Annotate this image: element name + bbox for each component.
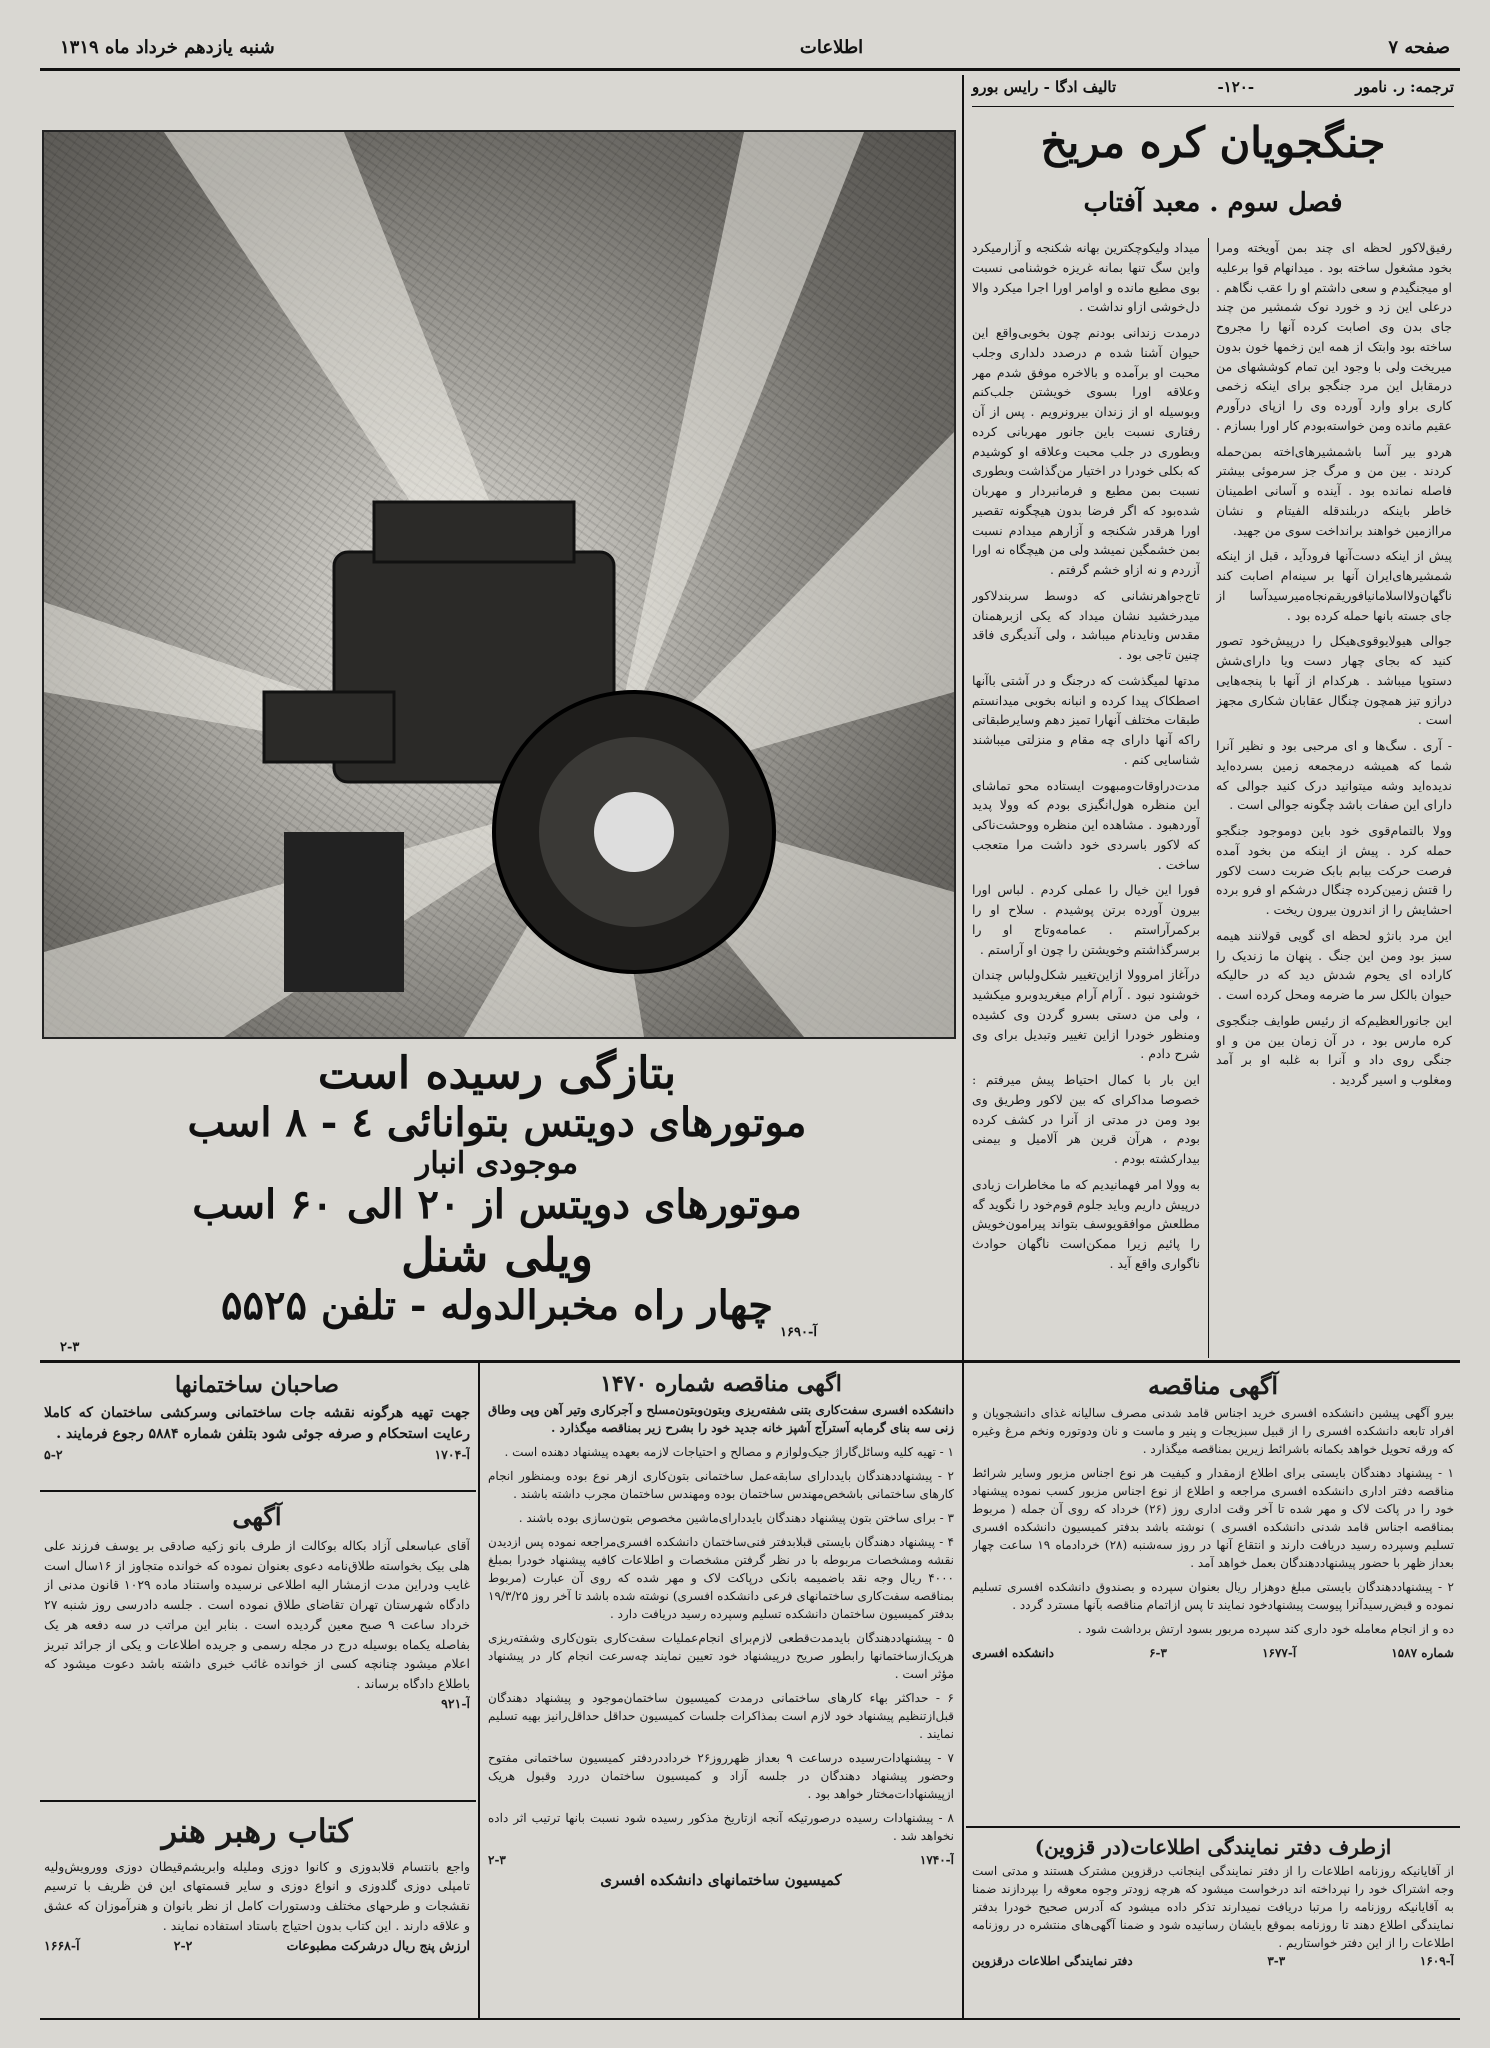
box-rule — [966, 1826, 1460, 1828]
ad-company: ویلی شنل — [401, 1228, 593, 1282]
serial-paragraph: جوالی هیولایوقوی‌هیکل را درپیش‌خود تصور کنید که بجای چهار دست ویا دارای‌شش دستوپا میباشد . هرکدام از آنها با پنجه‌هایی درازو تیز همچون چنگال عقابان شکاری مجهز است . — [1216, 633, 1452, 728]
serial-paragraph: رفیق‌لاکور لحظه ای چند بمن آویخته ومرا بخود مشغول ساخته بود . میدانهام قوا برعلیه او میجنگیدم و سعی داشتم او را عقب نگاهم . درعلی این زد و خورد نوک شمشیر من چند جای بدن وی اصابت کرده آنها را مجروح ساخته بود وابتک از همه این زخمها خون بدون میریخت ولی با وجود این تمام کوششهای من درمقابل این مرد جنگجو برای اینکه زخمی کاری براو وارد آورده وی را ازپای درآورم عقیم مانده ومن خواسته‌بودم کار اورا بسازم . — [1216, 240, 1452, 433]
serial-chapter: فصل سوم . معبد آفتاب — [1083, 188, 1343, 218]
notice-ad — [44, 1498, 470, 1798]
box-rule — [40, 1800, 476, 1802]
tender-item: ۲ - پیشنهاددهندگان بایددارای سابقه‌عمل ساختمانی بتون‌کاری ازهر نوع بوده وبمنظور انجام کارهای ساختمانی باشخص‌مهندس ساختمان بوده ومهندس ساختمان مجرب داشته باشند . — [488, 1469, 954, 1501]
builders-body: جهت تهیه هرگونه نقشه جات ساختمانی وسرکشی ساختمان که کاملا رعایت استحکام و صرفه جوئی شود بتلفن شماره ۵۸۸۴ رجوع فرمایند . — [44, 1404, 470, 1442]
tender-item: ۱ - تهیه کلیه وسائل‌گاراژ جیک‌ولوازم و مصالح و احتیاجات لازمه بعهده پیشنهاد دهنده است . — [504, 1445, 954, 1459]
tender-signature: دانشکده افسری — [972, 1646, 1054, 1660]
serial-inner-rule — [1208, 238, 1209, 1358]
serial-paragraph: فورا این خیال را عملی کردم . لباس اورا بیرون آورده برتن پوشیدم . سلاح او را برکمرآراستم . عمامه‌وتاج او را برسرگذاشتم وخویشتن را چون او آراستم . — [972, 882, 1200, 957]
book-price: ارزش پنج ریال درشرکت مطبوعات — [286, 1937, 470, 1953]
ad-code: ۲-۲ — [173, 1937, 193, 1953]
notice-body: آقای عباسعلی آزاد بکاله بوکالت از طرف بانو زکیه صادقی بر یوسف فرزند علی هلی بیک بخواسته طلاق‌نامه دعوی بعنوان نموده که خوانده متجاوز از ۱۶سال است غایب ودراین مدت ازمشار الیه اطلاعی نرسیده واستناد ماده ۱۰۲۹ قانون مدنی از دادگاه شهرستان تهران تقاضای طلاق نموده است . جلسه دادرسی روز شنبه ۲۷ خرداد ساعت ۹ صبح معین گردیده است . بنابر این مراتب در سه دفعه هر یک بفاصله یکماه بوسیله درج در مجله رسمی و جریده اطلاعات و یکی از جرائد تبریز اعلام میشود چنانچه کسی از خوانده غائب خبری داشته باشد دعوت میشود که باطلاع دادگاه برساند . — [44, 1537, 470, 1692]
tender-item: ۵ - پیشنهاددهندگان بایدمدت‌قطعی لازم‌برای انجام‌عملیات سفت‌کاری بتون‌کاری وشفته‌ریزی هریک‌ازساختمانها رابطور صریح درپیشنهاد خود تعیین نمایند چه‌سرعت انجام کار در پیشنهاد مؤثر است . — [488, 1631, 954, 1681]
serial-byline — [972, 78, 1454, 102]
ad-line: موتورهای دویتس از ۲۰ الی ۶۰ اسب — [192, 1181, 802, 1228]
builders-codes — [44, 1445, 470, 1465]
engine-illustration — [42, 130, 956, 1039]
qazvin-title: ازطرف دفتر نمایندگی اطلاعات(در قزوین) — [1034, 1835, 1392, 1859]
tender-item: ۶ - حداکثر بهاء کارهای ساختمانی درمدت کمیسیون ساختمان‌موجود و پیشنهاد دهندگان قبل‌ازتنظیم پیشنهاد خود لازم است بمذاکرات جلسات کمیسیون حداقل حداقل‌رانیز بهیه تسلیم نمایند . — [488, 1691, 954, 1741]
serial-paragraph: درمدت زندانی بودنم چون بخوبی‌واقع این حیوان آشنا شده م درصدد دلداری وجلب محبت او برآمده و بالاخره موفق شدم مهر وعلاقه اورا بسوی خویشتن جلب‌کنم وبوسیله او از زندان بیرونرویم . پس از آن رفتاری نسبت باین جانور مهربانی کرده وبطوری در جلب محبت وعلاقه او کوشیدم که بکلی خودرا در اختیار من‌گذاشت وبطوری نسبت بمن مطیع و فرمانبردار و مهربان شده‌بود که اگر فرضا بدون هیچگونه تقصیر اورا هرقدر شکنجه و آزارهم میدادم نسبت بمن خشمگین نمیشد ولی من هیچگاه نه اورا آزردم و نه ازاو خشم گرفتم . — [972, 325, 1200, 577]
ad-code: ۲-۳ — [488, 1853, 506, 1867]
tender-item: ۲ - پيشنهاددهندگان بايستى مبلغ دوهزار ريال بعنوان سپرده و بصندوق دانشکده افسری تسلیم نموده و قبض‌رسيدآنرا پيوست پيشنهادخود نمايند تا پس ازاتمام مناقصه بآنها مسترد گردد . — [972, 1580, 1454, 1612]
serial-number: -۱۲۰- — [1217, 78, 1255, 96]
section-rule — [40, 1360, 1460, 1363]
column-divider — [962, 1362, 964, 2018]
ad-line: موجودی انبار — [415, 1146, 579, 1181]
tender-item: ۳ - برای ساختن بتون پیشنهاد دهندگان بایدداراى‌ماشين مخصوص بتون‌سازى بوده باشند . — [518, 1511, 954, 1525]
tender-title: آگهی مناقصه — [1147, 1371, 1279, 1400]
header-rule — [40, 68, 1460, 71]
byline-rule — [972, 106, 1454, 107]
tender-ad — [972, 1368, 1454, 1823]
ad-line: بتازگی رسیده است — [317, 1048, 677, 1099]
builders-title: صاحبان ساختمانها — [175, 1372, 339, 1398]
serial-paragraph: وولا بالتمام‌قوی خود باین دوموجود جنگجو حمله کرد . پیش از اینکه من بخود آمده فرصت حرکت بیابم بابک ضربت دست لاکور را قتش زمین‌کرده چنگال درشکم او فرو برده احشایش را از اندرون بیرون ریخت . — [1216, 823, 1452, 917]
serial-paragraph: این مرد بانژو لحظه ای گویی قولانند هیمه سبز بود ومن این جنگ . پنهان ما زندیک را کاراده ای یحوم شدش دید که در حالیکه حیوان بالکل سر ما ضرمه ومحل کرده است . — [1216, 927, 1452, 1002]
qazvin-office-ad — [972, 1832, 1454, 2018]
book-footer — [44, 1936, 470, 1956]
box-rule — [40, 1490, 476, 1492]
serial-title: جنگجویان کره مریخ — [1040, 118, 1386, 167]
ad-code: آ-۱۷۴۰ — [919, 1853, 954, 1867]
serial-paragraph: این جانورالعظیم‌که از رئیس طوایف جنگجوی کره مارس بود ، در آن زمان بین من و او جنگی روی داد و آنرا به غلبه او بر آمد ومغلوب و اسیر گردید . — [1216, 1012, 1452, 1087]
serial-column-right — [1216, 238, 1452, 1358]
serial-paragraph: به وولا امر فهمانیدیم که ما مخاطرات زیادی درپیش داریم وباید جلوم قوم‌خود را نگوید گه مطلعش موافقویوسف بتواند پیرامون‌خویش را پائیم زیرا ممکن‌است ناگهان حوادث ناگواری واقع آید . — [972, 1176, 1200, 1271]
ad-line: موتورهای دویتس بتوانائی ٤ - ٨ اسب — [187, 1099, 807, 1146]
ad-address: چهار راه مخبرالدوله - تلفن ۵۵۲۵ — [221, 1282, 773, 1329]
serial-paragraph: هردو بیر آسا باشمشیرهای‌اخته بمن‌حمله کردند . بین من و مرگ جز سرموئی بیشتر فاصله نمانده بود . آینده و آسانی اطمینان خاطر باینکه دربلندقله الفیتام و نشان مراازمین خواهند برانداخت سوی من جهید. — [1216, 443, 1452, 538]
tender-footer — [972, 1644, 1454, 1662]
serial-column-left — [972, 238, 1200, 1358]
tender-number: شماره ۱۵۸۷ — [1391, 1646, 1454, 1660]
tender-body: بیرو آگهی پیشین دانشکده افسری خرید اجناس قامد شدنی مصرف ساليانه غذای دانشجويان و افراد تابعه دانشکده افسری را از قبيل سبزيجات و پنير و ماست و نان ودوتوره ونخم مرغ وغیره که ورقه تحويل خواهد بكمانه باشرائط زيرين بمناقصه ميگذارد . — [972, 1406, 1454, 1456]
issue-date: شنبه یازدهم خرداد ماه ۱۳۱۹ — [60, 36, 275, 58]
tender-1470-title: اگهی مناقصه شماره ۱۴۷۰ — [600, 1371, 842, 1397]
serial-paragraph: درآغاز امروولا ازاین‌تغییر شکل‌ولباس چندان خوشنود نبود . آرام آرام میغریدوبرو میکشید ، ولی من دستی بسرو گردن وی کشیده ومنظور خودرا ازاین‌ تغییر وتبدیل برای وی شرح دادم . — [972, 967, 1200, 1062]
ad-code: ۲-۳ — [60, 1340, 80, 1355]
serial-paragraph: - آری . سگ‌ها و ای مرحبی بود و نظیر آنرا شما که همیشه درمجمعه زمین بسرده‌اید ندیده‌اید وشه میتوانید درک کنید جوالی که دارای این صفات باشد چگونه جوالی است . — [1216, 738, 1452, 813]
tender-codes — [488, 1851, 954, 1869]
tender-item: ۱ - پيشنهاد دهندگان بايستى براى اطلاع ازمقدار و كیفیت هر نوع اجناس مزبور وساير شرائط مناقصه دفتر اداری دانشکده افسری مراجعه و اطلاع از نوع اجناس مزبور کسب نموده پیشنهاد خود را در پاکت لاک و مهر شده تا آخر وقت اداری روز (۲۶) خرداد که روی آن جمله ( مربوط بمناقصه اجناس قامد شدنی دانشکده افسری ) نوشته باشد بدفتر کمیسیون دانشکده افسری تسلیم وسپرده رسید دریافت دارند و انتقاع آنها در روز سه‌شنبه (۲۸) خردادماه ۱۹ ساعت چهار بعداز ظهر با حضور پیشنهاددهندگان بعمل خواهد آمد . — [972, 1466, 1454, 1570]
serial-paragraph: مدتها لمیگذشت که درجنگ و در آشتی باآنها اصطکاک پیدا کرده و انبانه بخوبی میدانستم طبقات مختلف آنهارا تمیز دهم وسایرطبقاتی راکه آنها دارای چه مقام و منزلتی میباشند شناسایی کنم . — [972, 672, 1200, 767]
serial-translator: ترجمه: ر. نامور — [1355, 78, 1454, 96]
serial-paragraph: مدت‌دراوقات‌ومبهوت ایستاده محو تماشای این منظره هول‌انگیزی بودم که وولا پدید آوردهبود . مشاهده این منظره ووحشت‌ناکی که لاکور باسردی خود داشت مرا متعجب ساخت . — [972, 777, 1200, 872]
ad-code: آ-۱۶۰۹ — [1419, 1954, 1454, 1968]
tender-1470-ad — [488, 1368, 954, 2018]
qazvin-signature: دفتر نمایندگی اطلاعات درقزوین — [972, 1954, 1133, 1968]
serial-paragraph: پیش از اینکه دست‌آنها فرودآید ، قبل از اینکه شمشیرهای‌ایران آنها بر سینه‌ام اصابت کند ناگهان‌ولااسلامانیافوریقم‌نجاه‌میرسیدآسا از جای جسته بانها حمله کرده بود . — [1216, 548, 1452, 623]
book-ad — [44, 1806, 470, 2016]
paper-name: اطلاعات — [799, 36, 864, 58]
ad-code: آ-۱۶۶۸ — [44, 1937, 80, 1953]
ad-code: ۳-۳ — [1267, 1954, 1286, 1968]
ad-code: ۵-۲ — [44, 1446, 63, 1462]
page-header — [60, 30, 1450, 64]
tender-item: ۷ - پیشنهادات‌رسیده درساعت ۹ بعداز ظهرروز۲۶ خرداددردفتر کمیسیون ساختمانی مفتوح وحضور پیشنهاد دهندگان در جلسه آزاد و کمیسیون ساختمان دررد وقبول هریک ازپیشنهادات‌مختار خواهد بود . — [488, 1751, 954, 1801]
ad-code: آ-۱۶۷۷ — [1262, 1646, 1297, 1660]
notice-title: آگهی — [232, 1502, 282, 1531]
tender-item: ۴ - پیشنهاد دهندگان بایستی قبلابدفتر فنی‌ساختمان دانشکده افسری‌مراجعه نموده پس ازدیدن نقشه ومشخصات مربوطه با در نظر گرفتن مشخصات و اطلاعات کافیه پیشنهاد خودرا بمبلغ ۴۰۰۰ ریال وجه نقد باضمیمه بانکی درپاکت لاک و مهر شده که روی آن عبارت (مربوط بمناقصه سفت‌کاری ساختمانهای فرعی دانشکده افسری) نوشته شده باشد تا آخر روز ۱۹/۳/۲۵ بدفتر کمیسیون ساختمان دانشکده تسلیم وسپرده رسید دریافت دارد . — [488, 1535, 954, 1621]
ad-code: آ-۹۲۱ — [441, 1695, 470, 1711]
ad-code: آ-۱۶۹۰ — [780, 1325, 817, 1340]
ad-code: آ-۱۷۰۴ — [434, 1446, 470, 1462]
qazvin-footer — [972, 1952, 1454, 1970]
tender-signature: کمیسیون ساختمانهای دانشکده افسری — [600, 1871, 842, 1889]
book-body: واجع بانتسام قلابدوزی و کانوا دوزی ومليله وابريشم‌قيطان دوزی وورويش‌وليه تامپلی دوزی گلدوزی و انواع دوزی و سایر قسمتهای این فن ظریف با ترسیم نقشجات و طرحهای مختلف ودستورات کامل از نظر بانوان و هنرآموزان که عشق و علاقه دارند . این کتاب بدون احتیاج باستاد استفاده نمایند . — [44, 1858, 470, 1933]
tender-item: ده و از انجام معامله خود داری کند سپرده مربور بسود ارتش برداشت شود . — [1077, 1622, 1454, 1636]
builders-ad — [44, 1368, 470, 1486]
column-divider — [962, 75, 964, 1360]
serial-paragraph: این بار با کمال احتیاط پیش میرفتم : خصوصا مداکرای که بین لاکور وطریق وی بود ومن در مدتی از آنرا در کشف کرده بودم ، هرآن قرین هر آلامیل و بیمنی بیدارکشته بودم . — [972, 1072, 1200, 1166]
tender-intro: دانشکده افسری سفت‌کاری بتنی شفته‌ریزی وبتون‌وبتون‌مسلح و آجرکاری وتیر آهن وپی وطاق زنی سه بنای گرمابه آسترآج آشپز خانه جدید خود را بشرح زیر بمناقصه میگذارد . — [488, 1403, 954, 1435]
page-number: صفحه ۷ — [1388, 36, 1450, 58]
serial-paragraph: میداد ولیکوچکترین بهانه شکنجه و آزارمیکرد واین سگ تنها بمانه غریزه خوشنامی نسبت بوی مطیع مانده و اوامر اورا اجرا میکرد والا دل‌خوشی ازاو نداشت . — [972, 240, 1200, 315]
qazvin-body: از آقایانیکه روزنامه اطلاعات را از دفتر نمایندگی اینجانب درقزوین مشترک هستند و مدتی است وجه اشتراک خود را نپرداخته اند درخواست میشود که هرچه زودتر وجوه معوقه را بپردازند ضمنا به آقایانیکه روزنامه را مرتبا دریافت نمیدارند تذکر داده میشود که آدرس صحیح خودرا بدفتر نمایندگی اطلاع دهند تا روزنامه بموقع بایشان رسانیده شود و ضمنا آگهی‌های منتشره در روزنامه اطلاعات را از این دفتر خواستاریم . — [972, 1864, 1454, 1950]
serial-author: تالیف ادگا - رایس بورو — [972, 78, 1117, 96]
ad-code: ۶-۳ — [1149, 1646, 1167, 1660]
engine-advertisement — [42, 1048, 952, 1348]
book-title: کتاب رهبر هنر — [161, 1812, 353, 1850]
column-divider — [478, 1362, 480, 2018]
footer-rule — [40, 2018, 1460, 2020]
serial-paragraph: تاج‌جواهرنشانی که دوسط سربندلاکور میدرخشید نشان میداد که یکی ازبرهمنان مقدس ونایدنام میباشد ، ولی آندیگری فاقد چنین تاجی بود . — [972, 587, 1200, 662]
tender-item: ۸ - پیشنهادات رسیده درصورتیکه آنجه‌ ازتاریخ مذکور رسیده شود نسبت بانها ترتیب اثر داده نخواهد شد . — [488, 1811, 954, 1843]
